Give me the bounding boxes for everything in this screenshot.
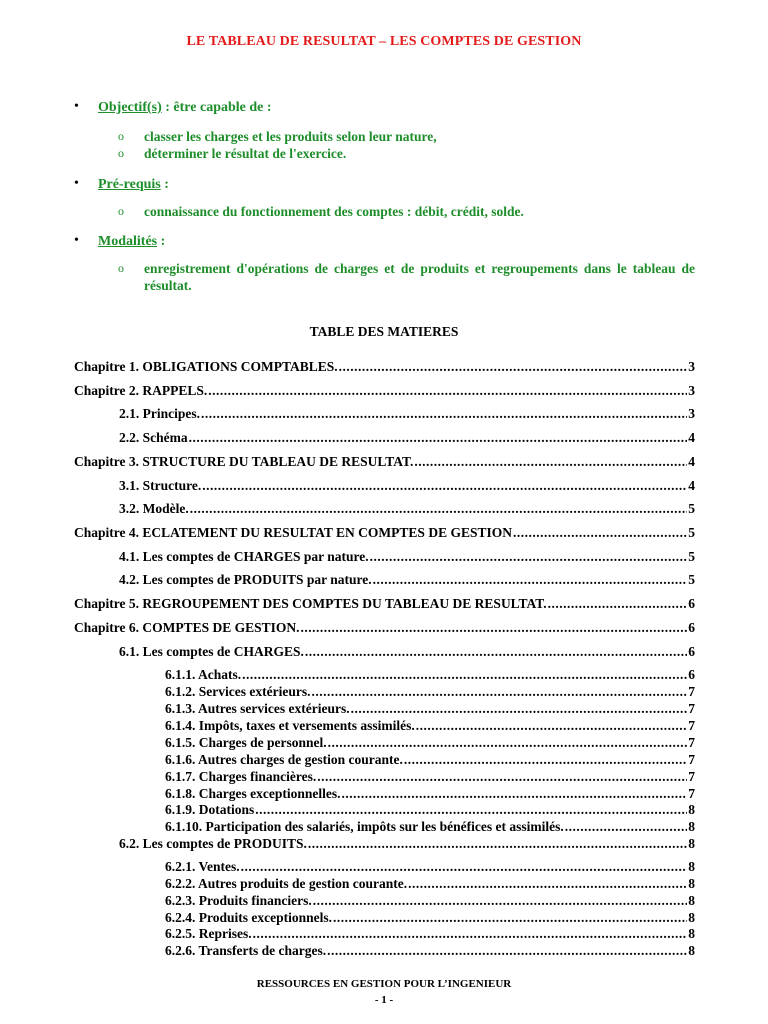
prerequisites-label-tail: :: [160, 177, 169, 192]
objectives-section: [74, 100, 695, 162]
toc-entry[interactable]: 6.1.3. Autres services extérieurs. ..... 7: [165, 701, 695, 717]
circle-bullet-icon: o: [118, 129, 124, 143]
toc-entry[interactable]: 6.2.1. Ventes. ..... 8: [165, 859, 695, 875]
objective-item: o déterminer le résultat de l'exercice.: [118, 146, 347, 161]
objective-item: o classer les charges et les produits selon leur nature,: [118, 129, 437, 144]
toc-entry[interactable]: 6.1.4. Impôts, taxes et versements assimilés. ..... 7: [165, 718, 695, 734]
toc-entry[interactable]: 6.1.7. Charges financières. ..... 7: [165, 769, 695, 785]
toc-entry[interactable]: 6.1. Les comptes de CHARGES. ..... 6: [119, 644, 695, 660]
prerequisite-item: o connaissance du fonctionnement des comptes : débit, crédit, solde.: [118, 204, 524, 219]
toc-entry[interactable]: 6.2.3. Produits financiers. ..... 8: [165, 893, 695, 909]
toc-entry[interactable]: 6.1.1. Achats. ..... 6: [165, 667, 695, 683]
toc-entry[interactable]: 6.1.2. Services extérieurs. ..... 7: [165, 684, 695, 700]
circle-bullet-icon: o: [118, 146, 124, 160]
toc-entry[interactable]: 2.2. Schéma ..... 4: [119, 430, 695, 446]
bullet-icon: •: [74, 99, 79, 114]
modality-item: o enregistrement d'opérations de charges et de produits et regroupements dans le tableau de résultat.: [118, 261, 695, 293]
toc-entry[interactable]: Chapitre 3. STRUCTURE DU TABLEAU DE RESULTAT. ..... 4: [74, 454, 695, 470]
toc-title: TABLE DES MATIERES: [309, 324, 459, 339]
toc-entry[interactable]: 6.2.4. Produits exceptionnels. ..... 8: [165, 910, 695, 926]
toc-entry[interactable]: 2.1. Principes. ..... 3: [119, 406, 695, 422]
toc-entry[interactable]: 6.1.9. Dotations ..... 8: [165, 802, 695, 818]
page-number: - 1 -: [374, 994, 394, 1006]
toc-entry[interactable]: 6.1.5. Charges de personnel. ..... 7: [165, 735, 695, 751]
prerequisites-section: [74, 177, 695, 220]
footer-title: RESSOURCES EN GESTION POUR L’INGENIEUR: [256, 978, 512, 990]
toc-entry[interactable]: 4.1. Les comptes de CHARGES par nature. ..... 5: [119, 549, 695, 565]
toc-entry[interactable]: 6.2. Les comptes de PRODUITS. ..... 8: [119, 836, 695, 852]
toc-entry[interactable]: 6.2.6. Transferts de charges. ..... 8: [165, 943, 695, 959]
toc-entry[interactable]: 6.2.2. Autres produits de gestion courante. ..... 8: [165, 876, 695, 892]
toc-entry[interactable]: Chapitre 4. ECLATEMENT DU RESULTAT EN COMPTES DE GESTION ..... 5: [74, 525, 695, 541]
toc-entry[interactable]: 6.1.10. Participation des salariés, impôts sur les bénéfices et assimilés. ..... 8: [165, 819, 695, 835]
toc-entry[interactable]: Chapitre 5. REGROUPEMENT DES COMPTES DU TABLEAU DE RESULTAT. ..... 6: [74, 596, 695, 612]
toc-entry[interactable]: Chapitre 2. RAPPELS. ..... 3: [74, 383, 695, 399]
modalities-heading: [74, 234, 695, 254]
page-title: LE TABLEAU DE RESULTAT – LES COMPTES DE GESTION: [186, 34, 582, 49]
toc-entry[interactable]: Chapitre 1. OBLIGATIONS COMPTABLES. ..... 3: [74, 359, 695, 375]
prerequisites-heading: [74, 177, 695, 197]
toc-entry[interactable]: 3.2. Modèle. ..... 5: [119, 501, 695, 517]
prerequisites-label: Pré-requis: [98, 177, 161, 192]
circle-bullet-icon: o: [118, 261, 124, 275]
toc-entry[interactable]: 3.1. Structure. ..... 4: [119, 478, 695, 494]
circle-bullet-icon: o: [118, 204, 124, 218]
objectives-heading: [74, 100, 695, 120]
toc-entry[interactable]: 4.2. Les comptes de PRODUITS par nature. ..... 5: [119, 572, 695, 588]
modalities-section: [74, 234, 695, 294]
toc-entry[interactable]: 6.1.6. Autres charges de gestion courante. ..... 7: [165, 752, 695, 768]
bullet-icon: •: [74, 176, 79, 191]
bullet-icon: •: [74, 233, 79, 248]
toc-entry[interactable]: 6.1.8. Charges exceptionnelles. ..... 7: [165, 786, 695, 802]
toc-entry[interactable]: 6.2.5. Reprises. ..... 8: [165, 926, 695, 942]
modalities-label: Modalités: [98, 234, 158, 249]
modalities-label-tail: :: [157, 234, 166, 249]
toc-entry[interactable]: Chapitre 6. COMPTES DE GESTION. ..... 6: [74, 620, 695, 636]
objectives-label: Objectif(s): [98, 100, 162, 115]
objectives-label-tail: : être capable de :: [161, 100, 272, 115]
